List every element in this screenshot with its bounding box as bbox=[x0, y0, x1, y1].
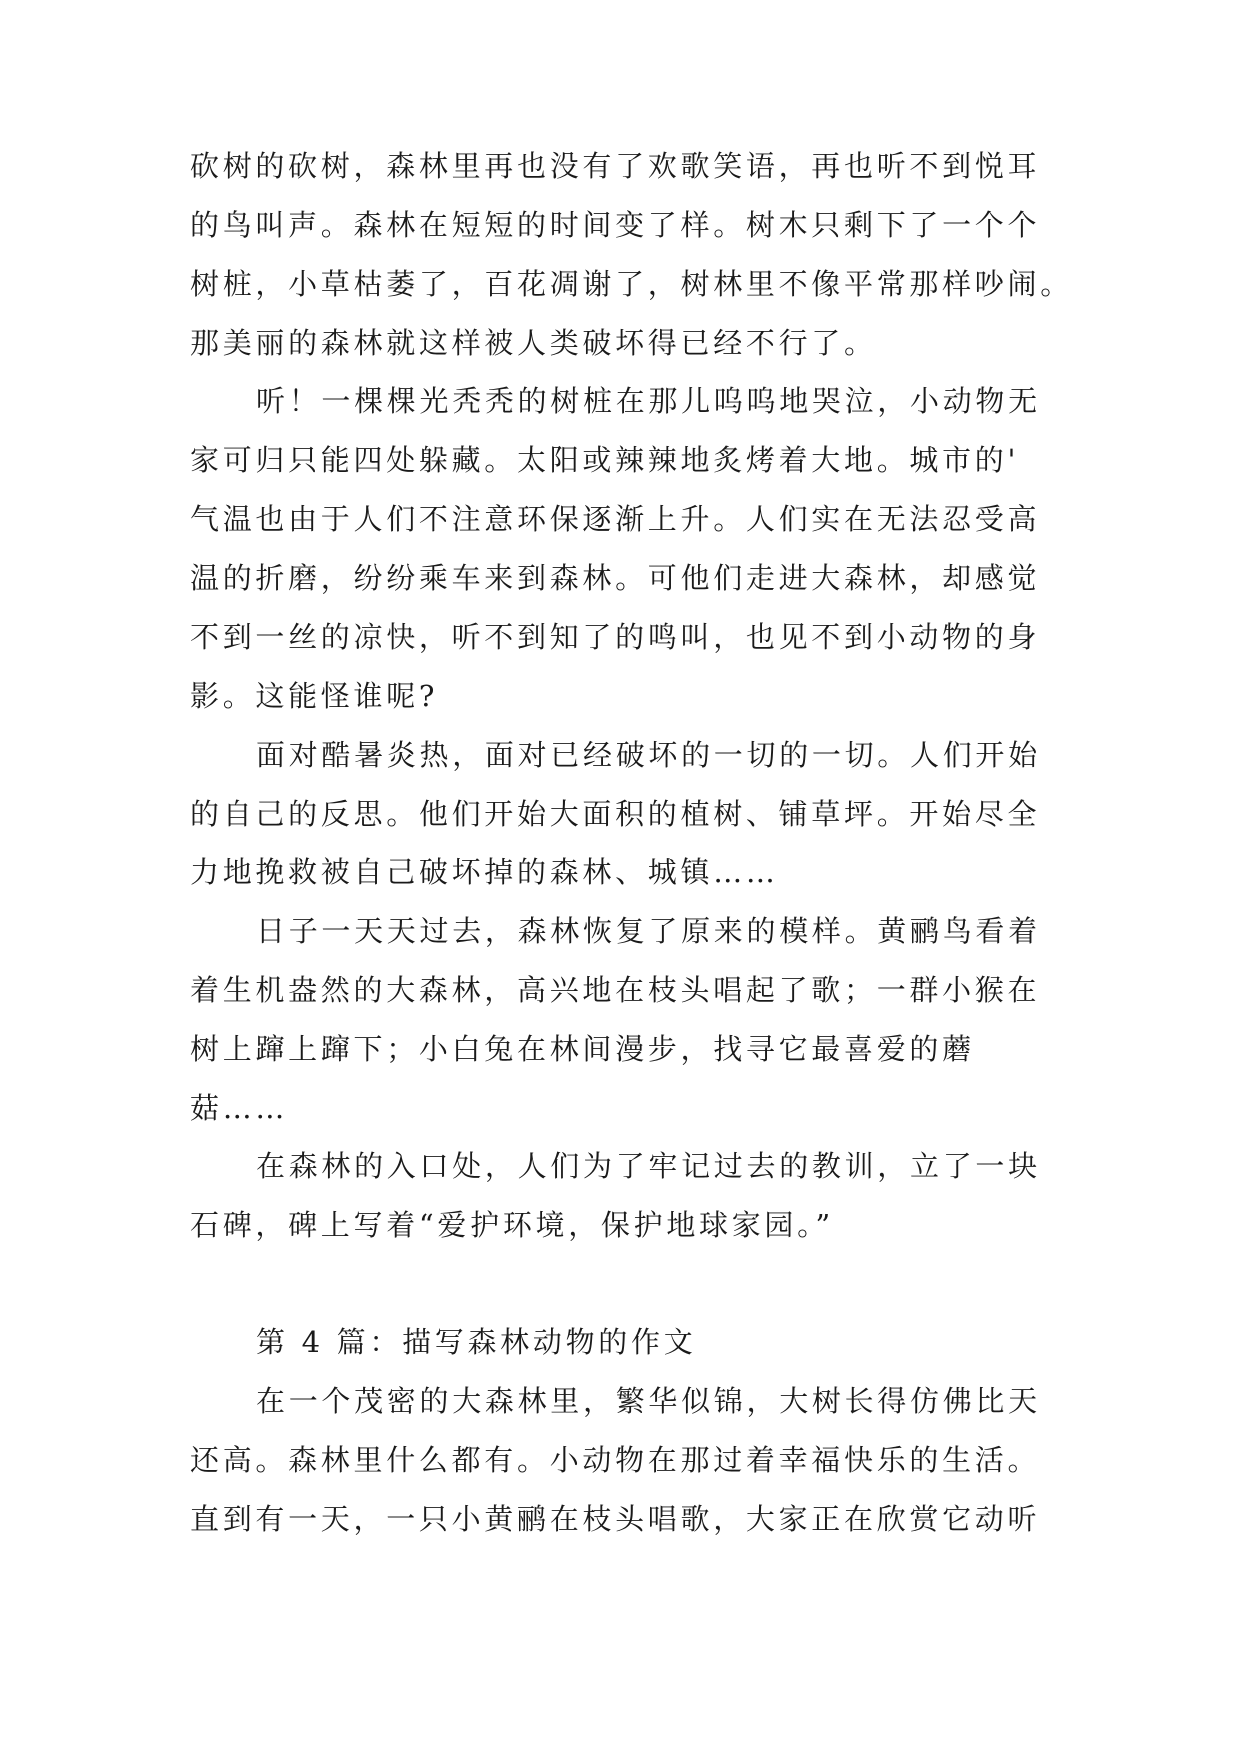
paragraph-start-line: 在一个茂密的大森林里，繁华似锦，大树长得仿佛比天 bbox=[256, 1384, 1041, 1418]
text-line: 影。这能怪谁呢? bbox=[190, 679, 439, 713]
text-line: 的自己的反思。他们开始大面积的植树、铺草坪。开始尽全 bbox=[190, 797, 1041, 831]
text-line: 不到一丝的凉快，听不到知了的鸣叫，也见不到小动物的身 bbox=[190, 620, 1041, 654]
text-line: 直到有一天，一只小黄鹂在枝头唱歌，大家正在欣赏它动听 bbox=[190, 1502, 1041, 1536]
text-line: 温的折磨，纷纷乘车来到森林。可他们走进大森林，却感觉 bbox=[190, 561, 1041, 595]
text-line: 砍树的砍树，森林里再也没有了欢歌笑语，再也听不到悦耳 bbox=[190, 149, 1041, 183]
text-line: 气温也由于人们不注意环保逐渐上升。人们实在无法忍受高 bbox=[190, 502, 1041, 536]
paragraph-start-line: 听！一棵棵光秃秃的树桩在那儿呜呜地哭泣，小动物无 bbox=[256, 384, 1041, 418]
text-line: 力地挽救被自己破坏掉的森林、城镇…… bbox=[190, 855, 779, 889]
text-line: 石碑，碑上写着“爱护环境，保护地球家园。” bbox=[190, 1208, 834, 1242]
paragraph-start-line: 在森林的入口处，人们为了牢记过去的教训，立了一块 bbox=[256, 1149, 1041, 1183]
paragraph-start-line: 面对酷暑炎热，面对已经破坏的一切的一切。人们开始 bbox=[256, 738, 1041, 772]
text-line: 的鸟叫声。森林在短短的时间变了样。树木只剩下了一个个 bbox=[190, 208, 1041, 242]
text-line: 那美丽的森林就这样被人类破坏得已经不行了。 bbox=[190, 326, 877, 360]
text-line: 菇…… bbox=[190, 1091, 289, 1125]
paragraph-start-line: 日子一天天过去，森林恢复了原来的模样。黄鹂鸟看着 bbox=[256, 914, 1041, 948]
text-line: 树桩，小草枯萎了，百花凋谢了，树林里不像平常那样吵闹。 bbox=[190, 267, 1073, 301]
section-heading: 第 4 篇：描写森林动物的作文 bbox=[256, 1325, 697, 1359]
text-line: 家可归只能四处躲藏。太阳或辣辣地炙烤着大地。城市的' bbox=[190, 443, 1020, 477]
text-line: 树上蹿上蹿下；小白兔在林间漫步，找寻它最喜爱的蘑 bbox=[190, 1032, 975, 1066]
text-line: 着生机盎然的大森林，高兴地在枝头唱起了歌；一群小猴在 bbox=[190, 973, 1041, 1007]
text-line: 还高。森林里什么都有。小动物在那过着幸福快乐的生活。 bbox=[190, 1443, 1041, 1477]
